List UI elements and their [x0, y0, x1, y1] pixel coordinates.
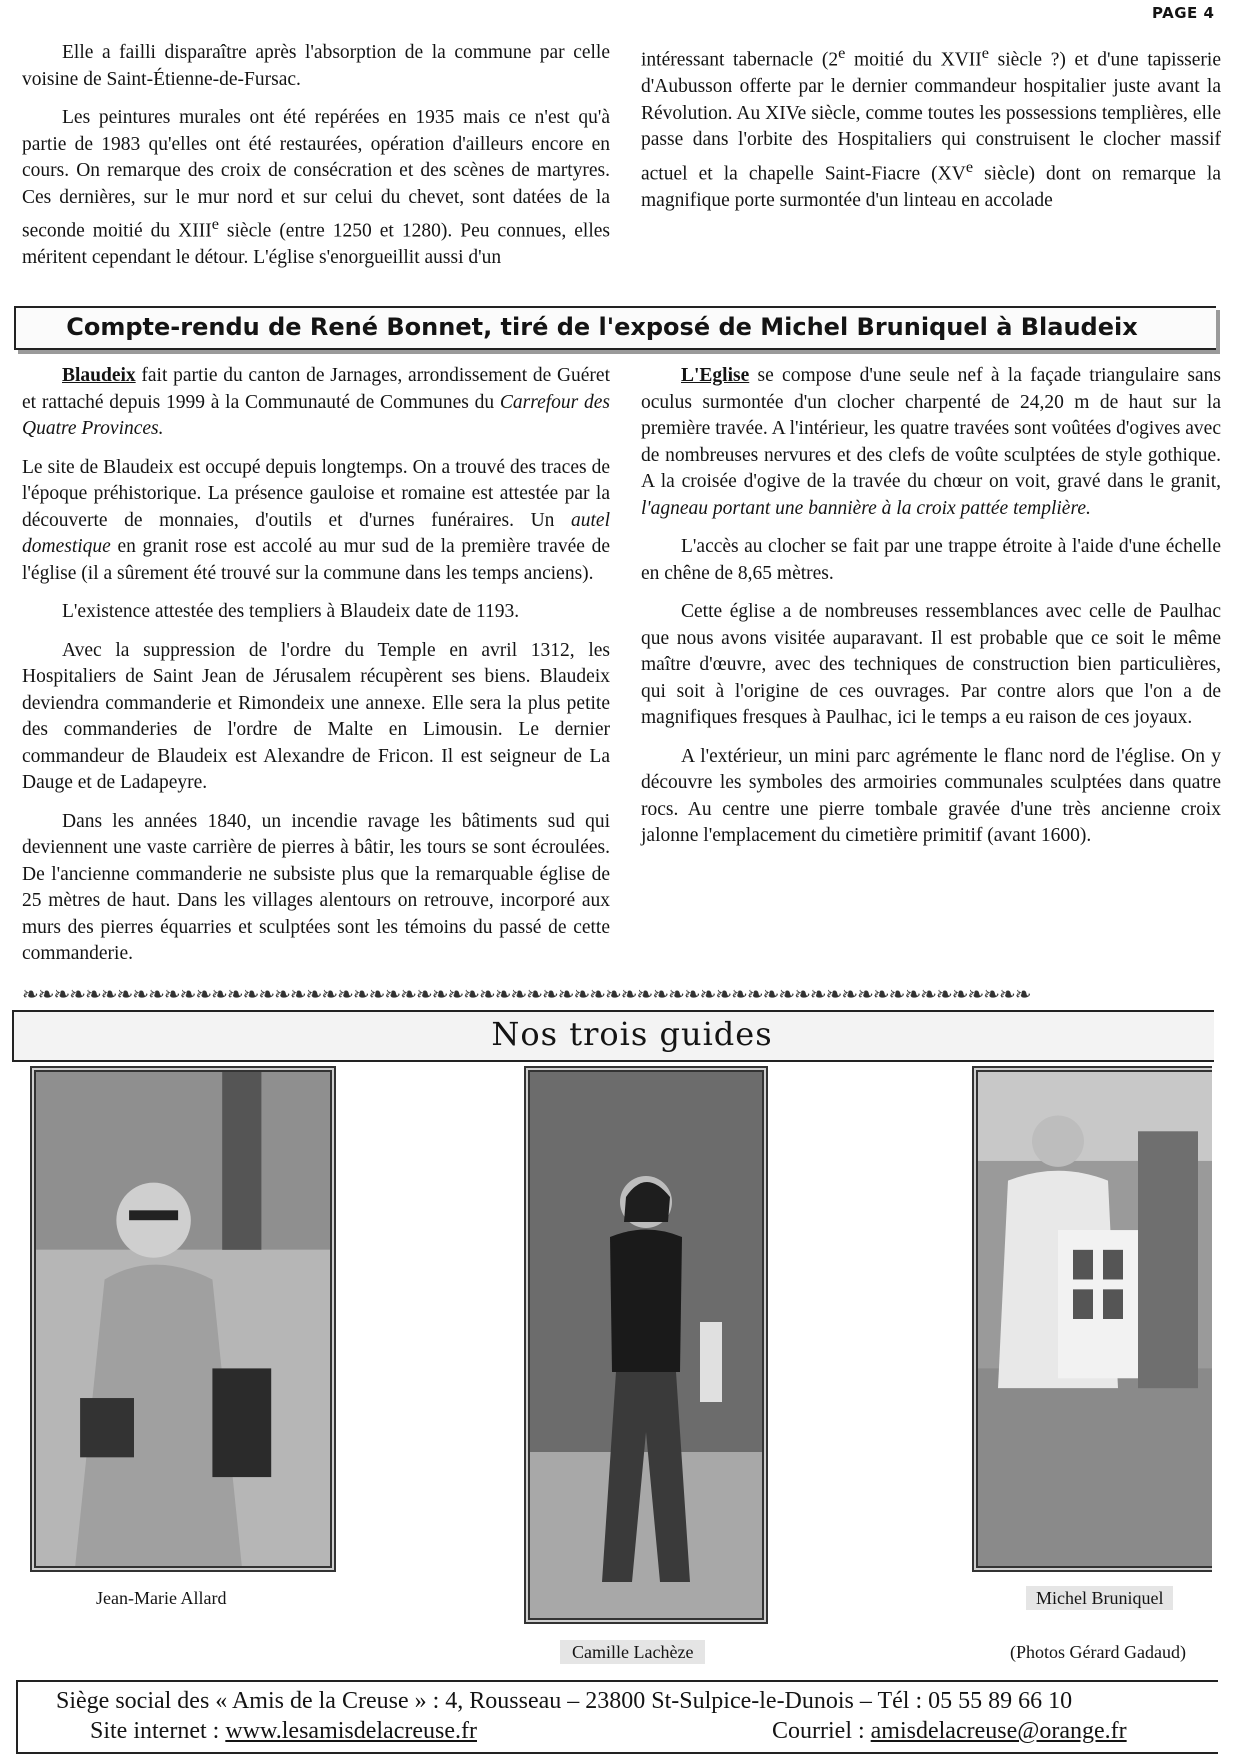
- intro-paragraph: Elle a failli disparaître après l'absorption de la commune par celle voisine de Saint-Étienne-de-Fursac.: [22, 42, 610, 90]
- text-run: Les peintures murales ont été repérées en 1935 mais ce n'est qu'à partie de 1983 qu'elles ont été restaurées, opération d'ailleurs encore en cours. On remarque des croix de consécration et des scènes de martyres. Ces dernières, sur le mur nord et sur celui du chevet, sont datées de la seconde moitié du XIII: [22, 107, 610, 242]
- article-paragraph: A l'extérieur, un mini parc agrémente le flanc nord de l'église. On y découvre les symboles des armoiries communales sculptées dans quatre rocs. Au centre une pierre tombale gravée d'une très ancienne croix jalonne l'emplacement du cimetière primitif (avant 1600).: [641, 745, 1221, 846]
- footer-address: Siège social des « Amis de la Creuse » : 4, Rousseau – 23800 St-Sulpice-le-Dunois – Tél : 05 55 89 66 10: [56, 1688, 1073, 1714]
- page-number: PAGE 4: [1152, 4, 1215, 22]
- footer-email: [772, 1716, 1127, 1746]
- photo-illustration: [36, 1072, 330, 1566]
- text-run: Le site de Blaudeix est occupé depuis longtemps. On a trouvé des traces de l'époque préhistorique. La présence gauloise et romaine est attestée par la découverte de monnaies, d'outils et d'urnes funéraires. Un: [22, 456, 610, 531]
- photo-illustration: [530, 1072, 762, 1618]
- lead-word: L'Eglise: [681, 365, 750, 386]
- superscript: e: [838, 44, 846, 62]
- article-paragraph: [641, 363, 1221, 522]
- superscript: e: [981, 44, 989, 62]
- intro-paragraph: [641, 40, 1221, 214]
- article-paragraph: Dans les années 1840, un incendie ravage les bâtiments sud qui deviennent une vaste carrière de pierres à bâtir, les tours se sont écroulées. De l'ancienne commanderie ne subsiste plus que la remarquable église de 25 mètres de haut. Dans les villages alentours on retrouve, incorporé aux murs des pierres équarries et sculptées sont les témoins du passé de cette commanderie.: [22, 810, 610, 964]
- photo-caption: Camille Lachèze: [560, 1640, 705, 1664]
- email-link[interactable]: amisdelacreuse@orange.fr: [870, 1718, 1127, 1744]
- italic-text: l'agneau portant une bannière à la croix pattée templière.: [641, 497, 1091, 519]
- article-paragraph: Cette église a de nombreuses ressemblances avec celle de Paulhac que nous avons visitée auparavant. Il est probable que ce soit le même maître d'œuvre, avec des techniques de construction bien particulières, qui soit à l'origine de ces ouvrages. Par contre alors que l'on a de magnifiques fresques à Paulhac, ici le temps a eu raison de ces joyaux.: [641, 601, 1221, 728]
- article-paragraph: [22, 363, 610, 443]
- guide-photo-jean-marie-allard: [30, 1066, 336, 1572]
- guide-photo-michel-bruniquel: [972, 1066, 1212, 1572]
- text-run: siècle ?) et d'une tapisserie d'Aubusson offerte par le dernier commandeur hospitalier juste avant la Révolution. Au XIVe siècle, comme toutes les possessions templières, elle passe dans l'orbite des Hospitaliers qui construisent le clocher massif actuel et la chapelle Saint-Fiacre (XV: [641, 49, 1221, 184]
- text-run: se compose d'une seule nef à la façade triangulaire sans oculus surmontée d'un clocher charpenté de 24,20 m de haut sur la première travée. A l'intérieur, les quatre travées sont voûtées d'ogives avec de nombreuses nervures et des clefs de voûte sculptées de style gothique. A la croisée d'ogive de la travée du chœur on voit, gravé dans le granit,: [641, 365, 1221, 492]
- intro-paragraph: [22, 105, 610, 272]
- text-run: siècle (entre 1250 et 1280). Peu connues, elles méritent cependant le détour. L'église s'enorgueillit aussi d'un: [22, 220, 610, 268]
- guide-photo-camille-lacheze: [524, 1066, 768, 1624]
- website-label: Site internet :: [90, 1718, 226, 1744]
- intro-left-column: [22, 40, 610, 284]
- footer-website: [90, 1716, 477, 1746]
- text-run: intéressant tabernacle (2: [641, 49, 839, 71]
- section-title: Compte-rendu de René Bonnet, tiré de l'exposé de Michel Bruniquel à Blaudeix: [66, 313, 1138, 341]
- superscript: e: [211, 215, 219, 233]
- italic-text: Carrefour des Quatre Provinces.: [22, 391, 610, 439]
- guides-title: Nos trois guides: [491, 1015, 773, 1053]
- photo-illustration: [978, 1072, 1212, 1566]
- intro-right-column: [641, 40, 1221, 226]
- photo-credit: (Photos Gérard Gadaud): [1010, 1642, 1186, 1662]
- main-right-column: [641, 363, 1221, 862]
- main-left-column: [22, 363, 610, 980]
- website-link[interactable]: www.lesamisdelacreuse.fr: [225, 1718, 477, 1744]
- text-run: en granit rose est accolé au mur sud de la première travée de l'église (il a sûrement été trouvé sur la commune dans les temps anciens).: [22, 536, 610, 584]
- photo-caption: Jean-Marie Allard: [96, 1588, 227, 1608]
- article-paragraph: L'existence attestée des templiers à Blaudeix date de 1193.: [62, 601, 520, 622]
- email-label: Courriel :: [772, 1718, 871, 1744]
- text-run: moitié du XVII: [845, 49, 982, 71]
- article-paragraph: Avec la suppression de l'ordre du Temple en avril 1312, les Hospitaliers de Saint Jean de Jérusalem récupèrent ses biens. Blaudeix deviendra commanderie et Rimondeix une annexe. Elle sera la plus petite des commanderies de l'ordre de Malte en Limousin. Le dernier commandeur de Blaudeix est Alexandre de Fricon. Il est seigneur de La Dauge et de Ladapeyre.: [22, 639, 610, 793]
- article-paragraph: [22, 455, 610, 588]
- decorative-ornament-divider: ❧❧❧❧❧❧❧❧❧❧❧❧❧❧❧❧❧❧❧❧❧❧❧❧❧❧❧❧❧❧❧❧❧❧❧❧❧❧❧❧❧❧❧❧❧❧❧❧❧❧❧❧❧❧❧❧❧❧❧❧❧❧❧❧: [22, 984, 1031, 1006]
- photo-caption: Michel Bruniquel: [1026, 1586, 1173, 1610]
- lead-word: Blaudeix: [62, 365, 136, 386]
- text-run: siècle) dont on remarque la magnifique porte surmontée d'un linteau en accolade: [641, 163, 1221, 211]
- superscript: e: [965, 157, 974, 176]
- italic-text: autel domestique: [22, 509, 610, 557]
- text-run: fait partie du canton de Jarnages, arrondissement de Guéret et rattaché depuis 1999 à la Communauté de Communes du: [22, 365, 610, 413]
- article-paragraph: L'accès au clocher se fait par une trappe étroite à l'aide d'une échelle en chêne de 8,65 mètres.: [641, 536, 1221, 584]
